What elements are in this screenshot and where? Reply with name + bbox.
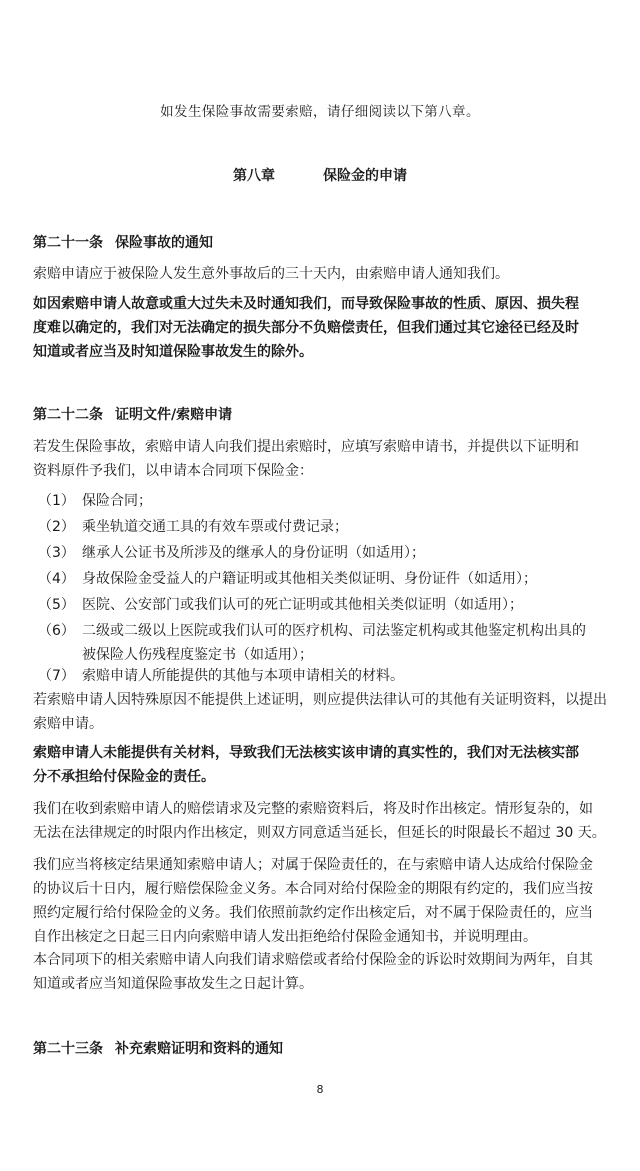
article-23-title: 补充索赔证明和资料的通知 (115, 1041, 283, 1057)
article-21-number: 第二十一条 (33, 235, 103, 251)
article-22-number: 第二十二条 (33, 407, 103, 423)
chapter-heading (0, 165, 640, 185)
chapter-number: 第八章 (233, 168, 275, 184)
article-22-paragraph-6: 本合同项下的相关索赔申请人向我们请求赔偿或者给付保险金的诉讼时效期间为两年，自其 知道或者应当知道保险事故发生之日起计算。 (33, 952, 593, 992)
article-22-paragraph-5: 我们应当将核定结果通知索赔申请人；对属于保险责任的，在与索赔申请人达成给付保险金 的协议后十日内，履行赔偿保险金义务。本合同对给付保险金的期限有约定的，我们应当按 照约定履行给付保险金的义务。我们依照前款约定作出核定后，对不属于保险责任的，应当 自作出核定之日起三日内向索赔申请人发出拒绝给付保险金通知书，并说明理由。 (33, 857, 593, 945)
article-22-paragraph-4: 我们在收到索赔申请人的赔偿请求及完整的索赔资料后，将及时作出核定。情形复杂的，如 无法在法律规定的时限内作出核定，则双方同意适当延长，但延长的时限最长不超过 30 天。 (33, 801, 606, 841)
article-22-paragraph-2: 若索赔申请人因特殊原因不能提供上述证明，则应提供法律认可的其他有关证明资料，以提出 索赔申请。 (33, 692, 607, 732)
article-23-number: 第二十三条 (33, 1041, 103, 1057)
article-21-paragraph-1: 索赔申请应于被保险人发生意外事故后的三十天内，由索赔申请人通知我们。 (33, 266, 509, 282)
article-21-title: 保险事故的通知 (115, 235, 213, 251)
article-22-paragraph-3: 索赔申请人未能提供有关材料，导致我们无法核实该申请的真实性的，我们对无法核实部 分不承担给付保险金的责任。 (33, 745, 579, 785)
document-page: 如发生保险事故需要索赔，请仔细阅读以下第八章。 第八章 保险金的申请 第二十一条 保险事故的通知 索赔申请应于被保险人发生意外事故后的三十天内，由索赔申请人通知我们。 如因索赔申请人故意或重大过失未及时通知我们，而导致保险事故的性质、原因、损失程 度难以确定的，我们对无法确定的损失部分不负赔偿责任，但我们通过其它途径已经及时 知道或者应当及时知道保险事故发生的除外。 第二十二条 证明文件/索赔申请 若发生保险事故，索赔申请人向我们提出索赔时，应填写索赔申请书，并提供以下证明和 资料原件予我们，以申请本合同项下保险金： （1） 保险合同； （2） 乘坐轨道交通工具的有效车票或付费记录； （3） 继承人公证书及所涉及的继承人的身份证明（如适用）； （4） 身故保险金受益人的户籍证明或其他相关类似证明、身份证件（如适用）； （5） 医院、公安部门或我们认可的死亡证明或其他相关类似证明（如适用）； （6） 二级或二级以上医院或我们认可的医疗机构、司法鉴定机构或其他鉴定机构出具的 被保险人伤残程度鉴定书（如适用）； （7） 索赔申请人所能提供的其他与本项申请相关的材料。 若索赔申请人因特殊原因不能提供上述证明，则应提供法律认可的其他有关证明资料，以提出 索赔申请。 索赔申请人未能提供有关材料，导致我们无法核实该申请的真实性的，我们对无法核实部 分不承担给付保险金的责任。 我们在收到索赔申请人的赔偿请求及完整的索赔资料后，将及时作出核定。情形复杂的，如 无法在法律规定的时限内作出核定，则双方同意适当延长，但延长的时限最长不超过 30 天。 我们应当将核定结果通知索赔申请人；对属于保险责任的，在与索赔申请人达成给付保险金 的协议后十日内，履行赔偿保险金义务。本合同对给付保险金的期限有约定的，我们应当按 照约定履行给付保险金的义务。我们依照前款约定作出核定后，对不属于保险责任的，应当 自作出核定之日起三日内向索赔申请人发出拒绝给付保险金通知书，并说明理由。 本合同项下的相关索赔申请人向我们请求赔偿或者给付保险金的诉讼时效期间为两年，自其 知道或者应当知道保险事故发生之日起计算。 第二十三条 补充索赔证明和资料的通知 8 (0, 0, 640, 1171)
article-21-heading (33, 232, 213, 252)
article-21-paragraph-2: 如因索赔申请人故意或重大过失未及时通知我们，而导致保险事故的性质、原因、损失程 度难以确定的，我们对无法确定的损失部分不负赔偿责任，但我们通过其它途径已经及时 知道或者应当及时知道保险事故发生的除外。 (33, 296, 579, 360)
article-22-paragraph-1: 若发生保险事故，索赔申请人向我们提出索赔时，应填写索赔申请书，并提供以下证明和 资料原件予我们，以申请本合同项下保险金： (33, 439, 579, 479)
chapter-title: 保险金的申请 (323, 168, 407, 184)
page-number: 8 (316, 1083, 324, 1096)
intro-note: 如发生保险事故需要索赔，请仔细阅读以下第八章。 (160, 104, 480, 120)
article-22-heading (33, 404, 232, 424)
article-23-heading (33, 1038, 283, 1058)
article-22-title: 证明文件/索赔申请 (115, 407, 233, 423)
